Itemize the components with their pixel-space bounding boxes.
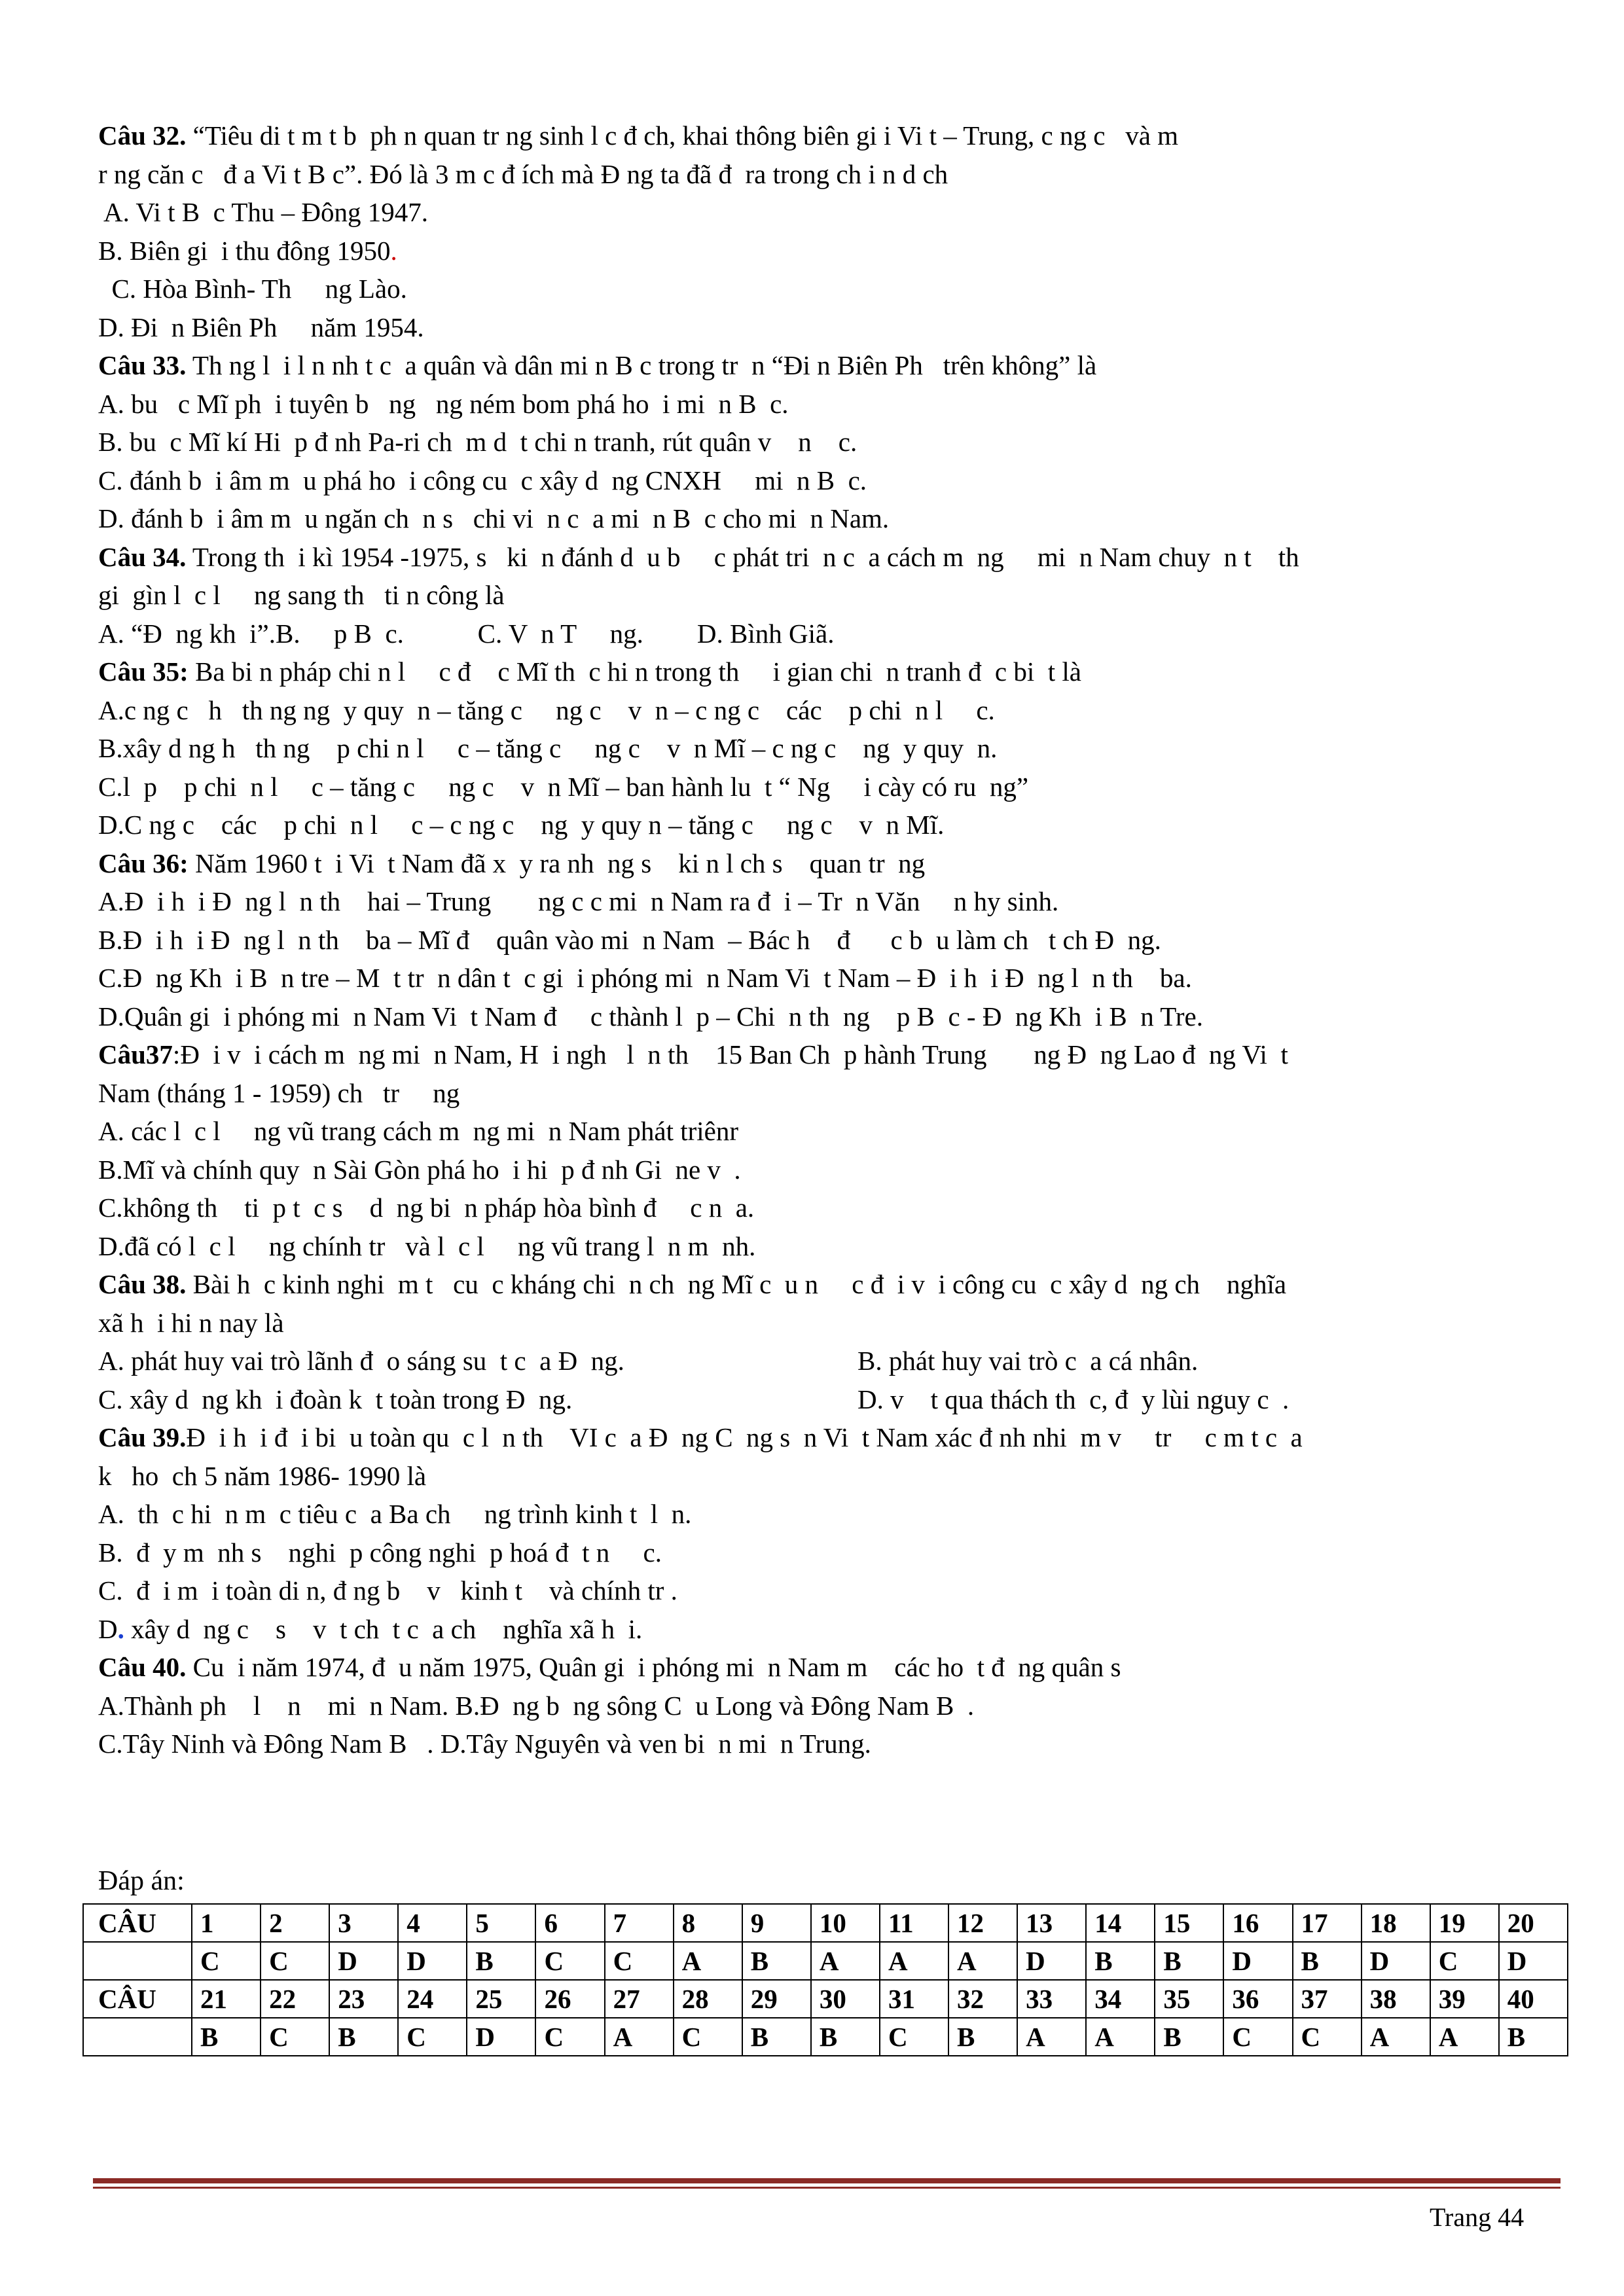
option-a: A. các l c l ng vũ trang cách m ng mi n Nam phát triênr xyxy=(98,1116,739,1146)
option-d: D. Đi n Biên Ph năm 1954. xyxy=(98,312,424,342)
question-number-cell: 28 xyxy=(674,1980,742,2018)
answer-cell: B xyxy=(1293,1942,1362,1980)
question-number: Câu 36: xyxy=(98,848,189,878)
question-number: Câu37 xyxy=(98,1039,173,1069)
question-number: Câu 34. xyxy=(98,541,187,572)
question-32 xyxy=(98,117,1551,346)
question-number-cell: 13 xyxy=(1017,1904,1086,1942)
answer-cell: A xyxy=(674,1942,742,1980)
question-number-cell: 12 xyxy=(948,1904,1017,1942)
question-number-cell: 6 xyxy=(535,1904,604,1942)
question-number-cell: 36 xyxy=(1223,1980,1292,2018)
question-number-cell: 29 xyxy=(742,1980,811,2018)
answer-cell: C xyxy=(192,1942,261,1980)
answer-key-row xyxy=(83,1942,1568,1980)
question-number-cell: 22 xyxy=(261,1980,329,2018)
option-a: A. phát huy vai trò lãnh đ o sáng su t c a Đ ng. xyxy=(98,1346,624,1376)
question-38 xyxy=(98,1265,1551,1418)
question-number-cell: 39 xyxy=(1430,1980,1499,2018)
question-text: Đ i h i đ i bi u toàn qu c l n th VI c a Đ ng C ng s n Vi t Nam xác đ nh nhi m v tr c m t c a xyxy=(186,1422,1303,1452)
option-a: A.Đ i h i Đ ng l n th hai – Trung ng c c mi n Nam ra đ i – Tr n Văn n hy sinh. xyxy=(98,886,1059,916)
answer-cell: B xyxy=(467,1942,535,1980)
question-text-cont: k ho ch 5 năm 1986- 1990 là xyxy=(98,1460,427,1491)
question-number: Câu 32. xyxy=(98,120,187,151)
question-number-cell: 21 xyxy=(192,1980,261,2018)
question-number-cell: 35 xyxy=(1155,1980,1223,2018)
answer-number-row xyxy=(83,1904,1568,1942)
answer-key-row xyxy=(83,2018,1568,2056)
question-text-cont: xã h i hi n nay là xyxy=(98,1307,284,1338)
question-number-cell: 34 xyxy=(1086,1980,1155,2018)
question-number-cell: 40 xyxy=(1499,1980,1568,2018)
question-number: Câu 38. xyxy=(98,1269,187,1299)
question-text: Cu i năm 1974, đ u năm 1975, Quân gi i phóng mi n Nam m các ho t đ ng quân s xyxy=(186,1652,1121,1682)
answer-key-table xyxy=(82,1903,1568,2056)
empty-cell xyxy=(83,1942,192,1980)
question-text-cont: r ng căn c đ a Vi t B c”. Đó là 3 m c đ ích mà Đ ng ta đã đ ra trong ch i n d ch xyxy=(98,158,948,189)
answer-cell: C xyxy=(674,2018,742,2056)
question-text: Th ng l i l n nh t c a quân và dân mi n B c trong tr n “Đi n Biên Ph trên không” là xyxy=(186,350,1097,380)
question-33 xyxy=(98,346,1551,538)
answer-cell: C xyxy=(1223,2018,1292,2056)
answer-cell: B xyxy=(329,2018,398,2056)
answer-cell: A xyxy=(1086,2018,1155,2056)
option-d: D. v t qua thách th c, đ y lùi nguy c . xyxy=(857,1384,1290,1414)
option-b: B.Mĩ và chính quy n Sài Gòn phá ho i hi p đ nh Gi ne v . xyxy=(98,1154,741,1185)
answer-cell: B xyxy=(1499,2018,1568,2056)
question-number: Câu 33. xyxy=(98,350,187,380)
option-d: D. đánh b i âm m u ngăn ch n s chi vi n c a mi n B c cho mi n Nam. xyxy=(98,503,890,533)
option-b: B. Biên gi i thu đông 1950. xyxy=(98,235,397,266)
answer-cell: B xyxy=(1155,2018,1223,2056)
question-40 xyxy=(98,1648,1551,1763)
question-text: Trong th i kì 1954 -1975, s ki n đánh d u b c phát tri n c a cách m ng mi n Nam chuy n t th xyxy=(186,541,1299,572)
answer-cell: B xyxy=(1155,1942,1223,1980)
option-d: D. xây d ng c s v t ch t c a ch nghĩa xã h i. xyxy=(98,1613,643,1644)
option-c: C. Hòa Bình- Th ng Lào. xyxy=(98,274,407,304)
question-number-cell: 18 xyxy=(1362,1904,1430,1942)
option-c: C.l p p chi n l c – tăng c ng c v n Mĩ – ban hành lu t “ Ng i cày có ru ng” xyxy=(98,771,1029,802)
answer-cell: D xyxy=(1499,1942,1568,1980)
question-number-cell: 20 xyxy=(1499,1904,1568,1942)
option-d: D.Quân gi i phóng mi n Nam Vi t Nam đ c thành l p – Chi n th ng p B c - Đ ng Kh i B n Tre. xyxy=(98,1001,1203,1031)
answer-cell: B xyxy=(811,2018,880,2056)
question-number-cell: 3 xyxy=(329,1904,398,1942)
answer-cell: C xyxy=(535,1942,604,1980)
answer-cell: B xyxy=(948,2018,1017,2056)
option-d: D.đã có l c l ng chính tr và l c l ng vũ trang l n m nh. xyxy=(98,1230,756,1261)
answer-cell: C xyxy=(1430,1942,1499,1980)
option-b: B. phát huy vai trò c a cá nhân. xyxy=(857,1346,1199,1376)
question-number-cell: 8 xyxy=(674,1904,742,1942)
answer-cell: A xyxy=(948,1942,1017,1980)
question-number-cell: 32 xyxy=(948,1980,1017,2018)
option-a: A. th c hi n m c tiêu c a Ba ch ng trình kinh t l n. xyxy=(98,1499,692,1529)
question-number-cell: 23 xyxy=(329,1980,398,2018)
options-inline: A. “Đ ng kh i”.B. p B c. C. V n T ng. D. Bình Giã. xyxy=(98,618,835,649)
answer-cell: D xyxy=(467,2018,535,2056)
answer-cell: D xyxy=(1017,1942,1086,1980)
question-list xyxy=(98,117,1551,1763)
question-number-cell: 27 xyxy=(605,1980,674,2018)
question-number-cell: 31 xyxy=(880,1980,948,2018)
answer-cell: D xyxy=(398,1942,467,1980)
answer-cell: C xyxy=(398,2018,467,2056)
answer-cell: C xyxy=(261,1942,329,1980)
answer-cell: C xyxy=(535,2018,604,2056)
options-row-1 xyxy=(98,1342,1551,1380)
answer-cell: C xyxy=(605,1942,674,1980)
question-34 xyxy=(98,538,1551,653)
question-text-cont: Nam (tháng 1 - 1959) ch tr ng xyxy=(98,1077,460,1108)
empty-cell xyxy=(83,2018,192,2056)
option-a: A. bu c Mĩ ph i tuyên b ng ng ném bom phá ho i mi n B c. xyxy=(98,388,789,419)
footer-rule-thin xyxy=(93,2187,1561,2189)
question-number-cell: 16 xyxy=(1223,1904,1292,1942)
answer-cell: A xyxy=(811,1942,880,1980)
question-number-cell: 38 xyxy=(1362,1980,1430,2018)
question-number-cell: 17 xyxy=(1293,1904,1362,1942)
option-a: A.c ng c h th ng ng y quy n – tăng c ng c v n – c ng c các p chi n l c. xyxy=(98,694,995,725)
option-c: C.Đ ng Kh i B n tre – M t tr n dân t c gi i phóng mi n Nam Vi t Nam – Đ i h i Đ ng l n th ba. xyxy=(98,963,1192,993)
question-text: Ba bi n pháp chi n l c đ c Mĩ th c hi n trong th i gian chi n tranh đ c bi t là xyxy=(188,656,1081,687)
option-c: C. đánh b i âm m u phá ho i công cu c xây d ng CNXH mi n B c. xyxy=(98,465,867,495)
question-number-cell: 19 xyxy=(1430,1904,1499,1942)
question-36 xyxy=(98,844,1551,1036)
options-row-1: A.Thành ph l n mi n Nam. B.Đ ng b ng sông C u Long và Đông Nam B . xyxy=(98,1690,975,1721)
page-number: Trang 44 xyxy=(1430,2202,1525,2232)
question-text: Năm 1960 t i Vi t Nam đã x y ra nh ng s ki n l ch s quan tr ng xyxy=(188,848,926,878)
question-number-cell: 33 xyxy=(1017,1980,1086,2018)
answer-header-cell: CÂU xyxy=(83,1904,192,1942)
answer-cell: C xyxy=(880,2018,948,2056)
answer-cell: A xyxy=(880,1942,948,1980)
answer-cell: C xyxy=(1293,2018,1362,2056)
answer-header-cell: CÂU xyxy=(83,1980,192,2018)
option-b: B.xây d ng h th ng p chi n l c – tăng c ng c v n Mĩ – c ng c ng y quy n. xyxy=(98,733,998,763)
question-number-cell: 30 xyxy=(811,1980,880,2018)
question-number-cell: 25 xyxy=(467,1980,535,2018)
answer-cell: C xyxy=(261,2018,329,2056)
option-b: B.Đ i h i Đ ng l n th ba – Mĩ đ quân vào mi n Nam – Bác h đ c b u làm ch t ch Đ ng. xyxy=(98,924,1161,955)
answer-cell: B xyxy=(1086,1942,1155,1980)
option-c: C.không th ti p t c s d ng bi n pháp hòa bình đ c n a. xyxy=(98,1193,755,1223)
option-c: C. đ i m i toàn di n, đ ng b v kinh t và chính tr . xyxy=(98,1575,677,1605)
option-b: B. đ y m nh s nghi p công nghi p hoá đ t n c. xyxy=(98,1537,662,1568)
answer-cell: B xyxy=(192,2018,261,2056)
answer-cell: A xyxy=(1362,2018,1430,2056)
question-number-cell: 24 xyxy=(398,1980,467,2018)
options-row-2 xyxy=(98,1380,1551,1419)
question-text: :Đ i v i cách m ng mi n Nam, H i ngh l n th 15 Ban Ch p hành Trung ng Đ ng Lao đ ng Vi t xyxy=(172,1039,1288,1069)
question-35 xyxy=(98,653,1551,844)
answer-cell: D xyxy=(329,1942,398,1980)
answer-key-label: Đáp án: xyxy=(98,1866,185,1896)
question-number-cell: 15 xyxy=(1155,1904,1223,1942)
answer-cell: B xyxy=(742,1942,811,1980)
question-number: Câu 40. xyxy=(98,1652,187,1682)
question-number-cell: 26 xyxy=(535,1980,604,2018)
option-a: A. Vi t B c Thu – Đông 1947. xyxy=(98,197,428,227)
question-number-cell: 7 xyxy=(605,1904,674,1942)
answer-cell: A xyxy=(1017,2018,1086,2056)
question-39 xyxy=(98,1418,1551,1648)
options-row-2: C.Tây Ninh và Đông Nam B . D.Tây Nguyên và ven bi n mi n Trung. xyxy=(98,1729,871,1759)
question-number-cell: 10 xyxy=(811,1904,880,1942)
question-number-cell: 1 xyxy=(192,1904,261,1942)
question-number: Câu 39. xyxy=(98,1422,187,1452)
option-b: B. bu c Mĩ kí Hi p đ nh Pa-ri ch m d t chi n tranh, rút quân v n c. xyxy=(98,427,857,457)
option-c: C. xây d ng kh i đoàn k t toàn trong Đ ng. xyxy=(98,1384,573,1414)
footer-rule xyxy=(93,2178,1561,2183)
answer-cell: D xyxy=(1223,1942,1292,1980)
question-37 xyxy=(98,1035,1551,1265)
question-number-cell: 4 xyxy=(398,1904,467,1942)
answer-number-row xyxy=(83,1980,1568,2018)
question-number-cell: 14 xyxy=(1086,1904,1155,1942)
question-number-cell: 11 xyxy=(880,1904,948,1942)
answer-cell: D xyxy=(1362,1942,1430,1980)
question-text-cont: gi gìn l c l ng sang th ti n công là xyxy=(98,580,505,610)
question-text: Bài h c kinh nghi m t cu c kháng chi n ch ng Mĩ c u n c đ i v i công cu c xây d ng ch nghĩa xyxy=(186,1269,1287,1299)
question-text: “Tiêu di t m t b ph n quan tr ng sinh l c đ ch, khai thông biên gi i Vi t – Trung, c ng c và m xyxy=(186,120,1179,151)
question-number: Câu 35: xyxy=(98,656,189,687)
question-number-cell: 9 xyxy=(742,1904,811,1942)
option-d: D.C ng c các p chi n l c – c ng c ng y quy n – tăng c ng c v n Mĩ. xyxy=(98,810,945,840)
question-number-cell: 5 xyxy=(467,1904,535,1942)
question-number-cell: 2 xyxy=(261,1904,329,1942)
answer-cell: B xyxy=(742,2018,811,2056)
answer-cell: A xyxy=(1430,2018,1499,2056)
question-number-cell: 37 xyxy=(1293,1980,1362,2018)
answer-cell: A xyxy=(605,2018,674,2056)
